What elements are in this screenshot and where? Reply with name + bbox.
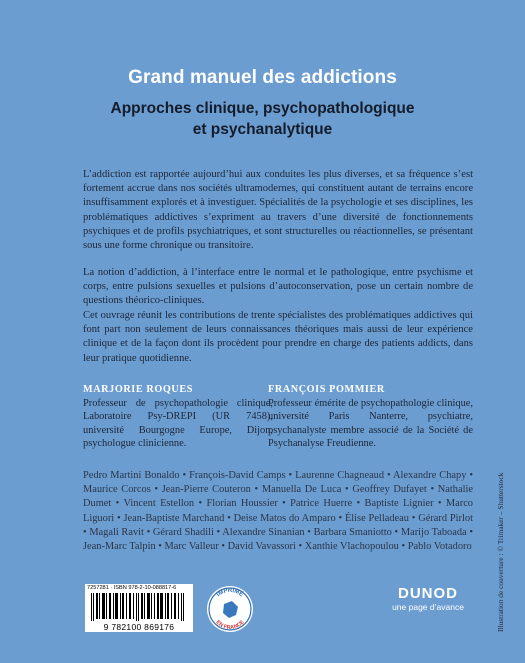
- isbn-text: 7257281 · ISBN 978-2-10-088817-6: [87, 585, 177, 591]
- publisher-name: DUNOD: [398, 585, 458, 602]
- contributors-list: Pedro Martini Bonaldo • François-David Camps • Laurenne Chagneaud • Alexandre Chapy • Maurice Corcos • Jean-Pierre Couteron • Manuella De Luca • Geoffrey Dufayet • Nathalie Dumet • Vincent Estellon • Florian Houssier • Patrice Huerre • Baptiste Lignier • Marco Liguori • Jean-Baptiste Marchand • Deise Matos do Amparo • Élise Pelladeau • Gérard Pirlot • Magali Ravit • Gérard Shadili • Alexandre Sinanian • Barbara Smaniotto • Marijo Taboada • Jean-Marc Talpin • Marc Valleur • David Vavassori • Xanthie Vlachopoulou • Pablo Votadoro: [83, 470, 473, 553]
- author-bio: Professeur émérite de psychopathologie clinique, université Paris Nanterre, psychiatre, psychanalyste membre associé de la Société de Psychanalyse Freudienne.: [268, 398, 473, 449]
- author-name: MARJORIE ROQUES: [83, 384, 194, 395]
- seal-top-text: IMPRIMÉ: [215, 588, 245, 599]
- cover-illustration-credit: Illustration de couverture : © Trimaker – Shutterstock: [496, 472, 505, 632]
- blurb-paragraph-2: La notion d’addiction, à l’interface entre le normal et le pathologique, entre psychisme et corps, entre pulsions sexuelles et pulsions d’autoconservation, pose un certain nombre de questions théorico-cliniques.: [83, 267, 473, 307]
- barcode-bars: [89, 593, 189, 621]
- isbn-number: 9 782100 869176: [103, 622, 175, 632]
- author-name: FRANÇOIS POMMIER: [268, 384, 385, 395]
- book-title: Grand manuel des addictions: [128, 67, 397, 88]
- blurb-paragraph-1: L’addiction est rapportée aujourd’hui aux conduites les plus diverses, et sa fréquence s’est fortement accrue dans nos sociétés ultramodernes, qui constituent autant de terrains encore insuffisamment explorés et à investiguer. Spécialités de la psychologie et ses disciplines, les problématiques addictives s’expriment au travers d’une diversité de fonctionnements psychiques et de profils psychiatriques, et sont structurelles ou réactionnelles, se présentant sous une forme chronique ou transitoire.: [83, 169, 473, 252]
- blurb-paragraph-3: Cet ouvrage réunit les contributions de trente spécialistes des problématiques addictives qui font part non seulement de leurs connaissances théoriques mais aussi de leur expérience clinique et de la façon dont ils procèdent pour prendre en charge des patients addicts, dans leur pratique quotidienne.: [83, 310, 473, 364]
- author-block-roques: [83, 384, 273, 450]
- subtitle-line-2: et psychanalytique: [192, 121, 333, 138]
- subtitle-line-1: Approches clinique, psychopathologique: [110, 100, 415, 117]
- seal-bottom-text: EN FRANCE: [214, 619, 246, 632]
- publisher-logo: [383, 585, 473, 612]
- isbn-barcode: [85, 584, 193, 632]
- publisher-tagline: une page d’avance: [392, 602, 464, 612]
- author-block-pommier: [268, 384, 473, 450]
- book-subtitle: [0, 98, 525, 140]
- imprime-en-france-seal: [205, 584, 255, 634]
- author-bio: Professeur de psychopathologie clinique, Laboratoire Psy-DREPI (UR 7458), université Bourgogne Europe, Dijon, psychologue clinicienne.: [83, 398, 273, 449]
